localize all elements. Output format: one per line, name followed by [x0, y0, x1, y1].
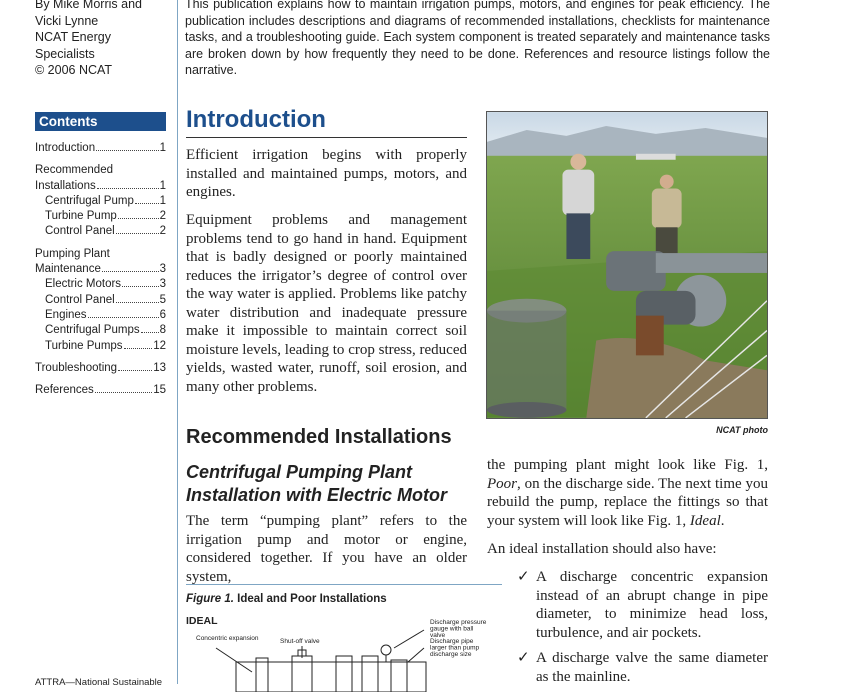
callout-gauge: Discharge pressure gauge with ball valve — [430, 619, 487, 639]
intro-paragraph-2: Equipment problems and management problems tend to go hand in hand. Equipment that is badly designed or poorly maintained reduces the irrigator’s degree of control over the way water is applied. Problems like patchy water distribution and inadequate pressure make it impossible to maintain correct soil moisture levels, leading to crop stress, reduced yields, wasted water, runoff, soil erosion, and many other problems. — [186, 212, 467, 395]
figure-caption-text: Ideal and Poor Installations — [233, 593, 387, 605]
toc-label: Turbine Pumps — [45, 339, 123, 352]
right-paragraph-1 — [487, 456, 768, 530]
toc-label: Control Panel — [45, 225, 115, 238]
toc-item-introduction[interactable] — [35, 141, 166, 156]
toc-page: 3 — [159, 263, 166, 276]
toc-item-centrifugal-pump[interactable] — [35, 194, 166, 209]
figure-diagram — [186, 612, 502, 692]
toc-label: Turbine Pump — [45, 210, 117, 223]
toc-page: 3 — [159, 278, 166, 291]
toc-page: 6 — [159, 308, 166, 321]
toc-label: Installations — [35, 179, 96, 192]
checklist-item — [517, 568, 768, 642]
emphasis-ideal: Ideal — [689, 512, 721, 529]
toc-page: 1 — [159, 179, 166, 192]
author-line: NCAT Energy — [35, 30, 111, 44]
toc-page: 8 — [159, 324, 166, 337]
toc-page: 5 — [159, 293, 166, 306]
toc-item-centrifugal-pumps[interactable] — [35, 323, 166, 338]
toc-item-turbine-pumps[interactable] — [35, 339, 166, 354]
toc-label: Electric Motors — [45, 278, 122, 291]
toc-item-electric-motors[interactable] — [35, 277, 166, 292]
footer-text: ATTRA—National Sustainable — [35, 677, 163, 688]
toc-label: Introduction — [35, 142, 96, 154]
author-block — [35, 0, 175, 79]
callout-pipe: Discharge pipe larger than pump discharge size — [430, 638, 480, 658]
text-run: the pumping plant might look like Fig. 1, — [487, 457, 768, 473]
toc-page: 2 — [159, 210, 166, 223]
contents-title: Contents — [35, 112, 166, 131]
right-paragraph-2: An ideal installation should also have: — [487, 541, 717, 557]
checklist-text: A discharge valve the same diameter as the mainline. — [536, 650, 768, 685]
toc-item-installations[interactable] — [35, 179, 166, 194]
toc-label: Recommended — [35, 164, 113, 177]
photo-credit: NCAT photo — [716, 425, 768, 435]
checklist-item — [517, 649, 768, 686]
toc-page: 13 — [153, 361, 166, 374]
introduction-heading: Introduction — [186, 106, 326, 133]
checklist-text: A discharge concentric expansion instead of an abrupt change in pipe diameter, to minimize head loss, turbulence, and air pockets. — [536, 569, 768, 641]
author-line: © 2006 NCAT — [35, 63, 113, 77]
wire-basket — [487, 299, 566, 418]
toc-item-turbine-pump[interactable] — [35, 209, 166, 224]
farm-building — [636, 154, 676, 160]
toc-label: Pumping Plant — [35, 247, 110, 260]
toc-label: Engines — [45, 308, 87, 321]
table-of-contents — [35, 141, 166, 398]
intro-paragraph-1: Efficient irrigation begins with properly installed and maintained pumps, motors, and engines. — [186, 147, 467, 200]
toc-label: Troubleshooting — [35, 361, 118, 374]
centrifugal-paragraph: The term “pumping plant” refers to the irrigation pump and motor or engine, considered together. If you have an older system, — [186, 513, 467, 585]
centrifugal-subheading: Centrifugal Pumping Plant Installation with Electric Motor — [186, 462, 448, 505]
figure-rule — [186, 584, 502, 585]
toc-label: Control Panel — [45, 293, 115, 306]
toc-page: 12 — [153, 339, 166, 352]
figure-caption — [186, 593, 387, 605]
toc-page: 2 — [159, 225, 166, 238]
author-line: By Mike Morris and — [35, 0, 142, 11]
field-photo — [486, 111, 768, 419]
text-run: , on the discharge side. The next time you rebuild the pump, replace the fittings so that your system will look like Fig. 1, — [487, 475, 768, 529]
toc-label: Centrifugal Pumps — [45, 324, 140, 337]
toc-item-control-panel-2[interactable] — [35, 293, 166, 308]
toc-page: 1 — [159, 194, 166, 207]
author-line: Vicki Lynne — [35, 13, 99, 28]
heading-rule — [186, 137, 467, 138]
toc-label: Centrifugal Pump — [45, 194, 134, 207]
figure-panel-label: IDEAL — [186, 615, 218, 627]
abstract: This publication explains how to maintain irrigation pumps, motors, and engines for peak efficiency. The publication includes descriptions and diagrams of recommended installations, checklists for maintenance tasks, and a troubleshooting guide. Each system component is treated separately and maintenance tasks are broken down by how frequently they need to be done. References and resource listings follow the narrative. — [185, 0, 770, 77]
toc-label: Maintenance — [35, 263, 101, 276]
recommended-installations-heading: Recommended Installations — [186, 426, 452, 448]
callout-concentric: Concentric expansion — [196, 635, 259, 642]
toc-item-control-panel[interactable] — [35, 224, 166, 239]
toc-label: References — [35, 384, 94, 397]
emphasis-poor: Poor — [487, 475, 517, 492]
checkmark-icon: ✓ — [517, 650, 530, 666]
author-line: Specialists — [35, 46, 95, 61]
toc-item-maintenance[interactable] — [35, 262, 166, 277]
text-run: . — [720, 512, 725, 529]
checkmark-icon: ✓ — [517, 569, 530, 585]
column-divider — [177, 0, 178, 684]
figure-number: Figure 1. — [186, 593, 234, 605]
callout-shutoff: Shut-off valve — [280, 638, 320, 645]
toc-item-engines[interactable] — [35, 308, 166, 323]
toc-page: 1 — [159, 142, 166, 154]
toc-item-references[interactable] — [35, 383, 166, 398]
toc-item-troubleshooting[interactable] — [35, 361, 166, 376]
toc-page: 15 — [153, 384, 166, 397]
